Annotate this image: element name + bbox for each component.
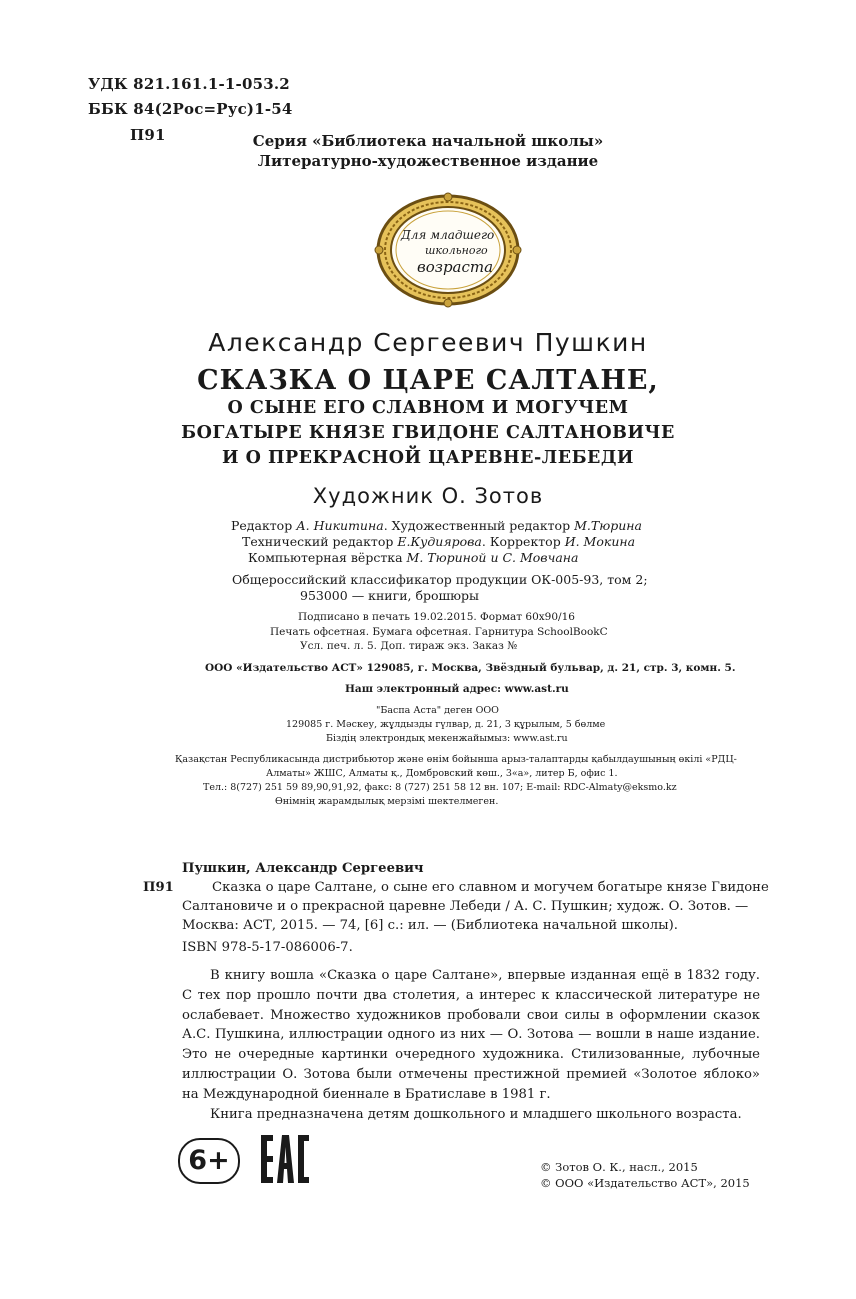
print-signed: Подписано в печать 19.02.2015. Формат 60х90/16 [298,611,575,623]
copyright-publisher: © ООО «Издательство АСТ», 2015 [540,1176,750,1190]
book-subtitle-2: БОГАТЫРЕ КНЯЗЕ ГВИДОНЕ САЛТАНОВИЧЕ [181,423,675,443]
udk-code: УДК 821.161.1-1-053.2 [88,75,290,93]
bib-mark: П91 [143,880,174,895]
age-rating-badge: 6+ [178,1138,240,1184]
bib-line-1: Сказка о царе Салтане, о сыне его славном и могучем богатыре князе Гвидоне [212,880,769,895]
edition-type: Литературно-художественное издание [257,152,599,170]
emblem-line-2: школьного [425,244,488,257]
publisher-address: ООО «Издательство АСТ» 129085, г. Москва, Звёздный бульвар, д. 21, стр. 3, комн. 5. [205,662,736,674]
emblem-line-3: возраста [417,258,494,276]
kz-distributor-2: Алматы» ЖШС, Алматы қ., Домбровский көш., 3«а», литер Б, офис 1. [266,768,618,779]
bbk-code: ББК 84(2Рос=Рус)1-54 [88,100,293,118]
credits-line-1: Редактор А. Никитина. Художественный редактор М.Тюрина [231,518,642,533]
eac-mark-icon [258,1133,312,1185]
emblem-line-1: Для младшего [401,228,495,242]
classifier-line-1: Общероссийский классификатор продукции ОК-005-93, том 2; [232,572,648,587]
classifier-line-2: 953000 — книги, брошюры [300,588,479,603]
credits-line-3: Компьютерная вёрстка М. Тюриной и С. Мовчана [248,550,579,565]
kz-publisher: "Баспа Аста" деген ООО [376,705,499,716]
kz-email: Біздің электрондық мекенжайымыз: www.ast.ru [326,733,568,744]
print-paper: Печать офсетная. Бумага офсетная. Гарнитура SchoolBookC [270,626,608,638]
series-name: Серия «Библиотека начальной школы» [252,132,604,150]
annotation [182,966,760,1124]
book-author: Александр Сергеевич Пушкин [208,328,648,357]
annotation-paragraph-1: В книгу вошла «Сказка о царе Салтане», впервые изданная ещё в 1832 году. С тех пор прошло почти два столетия, а интерес к классической литературе не ослабевает. Множество художников пробовали свои силы в оформлении сказок А.С. Пушкина, иллюстрации одного из них — О. Зотова — вошли в наше издание. Это не очередные картинки очередного художника. Стилизованные, лубочные иллюстрации О. Зотова были отмечены престижной премией «Золотое яблоко» на Международной биеннале в Братиславе в 1981 г. [182,968,760,1102]
isbn: ISBN 978-5-17-086006-7. [182,940,353,955]
copyright-illustrator: © Зотов О. К., насл., 2015 [540,1160,698,1174]
annotation-paragraph-2: Книга предназначена детям дошкольного и младшего школьного возраста. [210,1106,742,1122]
bib-line-3: Москва: АСТ, 2015. — 74, [6] с.: ил. — (Библиотека начальной школы). [182,918,678,933]
kz-distributor-1: Қазақстан Республикасында дистрибьютор және өнім бойынша арыз-талаптарды қабылдаушының өкілі «РДЦ- [175,754,737,765]
book-title: СКАЗКА О ЦАРЕ САЛТАНЕ, [197,365,659,396]
bib-line-2: Салтановиче и о прекрасной царевне Лебеди / А. С. Пушкин; худож. О. Зотов. — [182,899,749,914]
credits-line-2: Технический редактор Е.Кудиярова. Корректор И. Мокина [242,534,636,549]
book-subtitle-1: О СЫНЕ ЕГО СЛАВНОМ И МОГУЧЕМ [227,398,629,418]
publisher-email: Наш электронный адрес: www.ast.ru [345,683,569,695]
bib-heading: Пушкин, Александр Сергеевич [182,861,424,876]
age-emblem [373,190,523,310]
book-subtitle-3: И О ПРЕКРАСНОЙ ЦАРЕВНЕ-ЛЕБЕДИ [222,448,634,468]
kz-contacts: Тел.: 8(727) 251 59 89,90,91,92, факс: 8 (727) 251 58 12 вн. 107; E-mail: RDC-Almaty@eksmo.kz [203,782,677,793]
print-units: Усл. печ. л. 5. Доп. тираж экз. Заказ № [300,640,518,652]
book-artist: Художник О. Зотов [312,484,544,508]
author-mark: П91 [130,126,166,144]
kz-shelf-life: Өнімнің жарамдылық мерзімі шектелмеген. [275,796,499,807]
kz-address: 129085 г. Мәскеу, жұлдызды гүлвар, д. 21, 3 құрылым, 5 бөлме [286,719,606,730]
